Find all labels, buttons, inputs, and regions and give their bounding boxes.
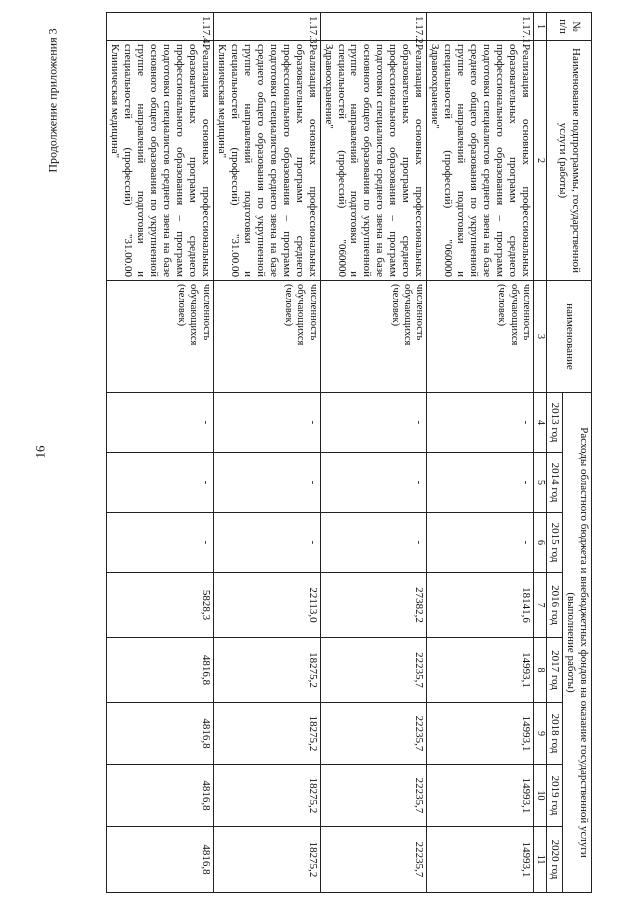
row-value: - — [213, 513, 320, 573]
row-value: - — [427, 513, 534, 573]
row-value: - — [107, 453, 214, 513]
row-value: 22235,7 — [320, 638, 427, 703]
col-number: 10 — [534, 765, 547, 827]
row-value: 5828,3 — [107, 573, 214, 638]
row-num: 1.17.3. — [213, 13, 320, 41]
header-year: 2013 год — [547, 393, 563, 453]
row-value: 14993,1 — [427, 827, 534, 893]
row-value: - — [107, 513, 214, 573]
row-value: 14993,1 — [427, 765, 534, 827]
page-number-text: 16 — [32, 445, 47, 459]
row-value: 14993,1 — [427, 703, 534, 765]
row-value: 18275,2 — [213, 765, 320, 827]
row-name: Реализация основных профессиональных образовательных программ среднего профессионального образования – программ подготовки специалистов среднего звена на базе основного общего образования по укрупненной группе направлений подготовки и специальностей (профессий) "060000 Здравоохранение" — [320, 41, 427, 281]
continuation-note — [42, 18, 64, 183]
row-value: 4816,8 — [107, 703, 214, 765]
header-name: Наименование подпрограммы, государственной услуги (работы) — [547, 41, 592, 281]
row-value: 14993,1 — [427, 638, 534, 703]
row-value: - — [320, 453, 427, 513]
header-year: 2018 год — [547, 703, 563, 765]
header-row-1 — [563, 13, 592, 893]
row-unit: численность обучающихся (человек) — [213, 281, 320, 393]
table-row — [107, 13, 214, 893]
row-unit: численность обучающихся (человек) — [427, 281, 534, 393]
row-value: 4816,8 — [107, 827, 214, 893]
row-value: 18141,6 — [427, 573, 534, 638]
row-value: - — [427, 453, 534, 513]
row-name: Реализация основных профессиональных образовательных программ среднего профессионального образования – программ подготовки специалистов среднего звена на базе основного общего образования по укрупненной группе направлений подготовки и специальностей (профессий) "31.00.00 Клиническая медицина" — [107, 41, 214, 281]
row-value: - — [213, 393, 320, 453]
appendix-table — [106, 12, 592, 893]
header-indicator: наименование — [547, 281, 592, 393]
col-number: 6 — [534, 513, 547, 573]
row-name: Реализация основных профессиональных образовательных программ среднего профессионального образования – программ подготовки специалистов среднего звена на базе среднего общего образования по укрупненной группе направлений подготовки и специальностей (профессий) "060000 Здравоохранение" — [427, 41, 534, 281]
header-year: 2016 год — [547, 573, 563, 638]
table-row — [320, 13, 427, 893]
continuation-text: Продолжение приложения 3 — [45, 28, 60, 173]
row-value: 4816,8 — [107, 765, 214, 827]
row-value: 18275,2 — [213, 638, 320, 703]
header-year: 2017 год — [547, 638, 563, 703]
row-value: 22113,0 — [213, 573, 320, 638]
col-number: 11 — [534, 827, 547, 893]
row-value: 22235,7 — [320, 765, 427, 827]
row-value: 22235,7 — [320, 703, 427, 765]
row-num: 1.17.1. — [427, 13, 534, 41]
header-year: 2019 год — [547, 765, 563, 827]
appendix-table-rotated — [109, 12, 592, 892]
col-number: 7 — [534, 573, 547, 638]
col-number: 5 — [534, 453, 547, 513]
col-number: 8 — [534, 638, 547, 703]
row-unit: численность обучающихся (человек) — [320, 281, 427, 393]
header-expenses: Расходы областного бюджета и внебюджетных фондов на оказание государственной услуги (выполнение работы) — [563, 393, 592, 893]
col-number: 2 — [534, 41, 547, 281]
row-num: 1.17.4. — [107, 13, 214, 41]
header-year: 2015 год — [547, 513, 563, 573]
col-number: 9 — [534, 703, 547, 765]
page-number — [30, 436, 50, 468]
row-value: - — [320, 393, 427, 453]
row-value: - — [213, 453, 320, 513]
column-number-row — [534, 13, 547, 893]
row-value: - — [107, 393, 214, 453]
col-number: 1 — [534, 13, 547, 41]
header-year: 2014 год — [547, 453, 563, 513]
header-num: № п/п — [547, 13, 592, 41]
col-number: 3 — [534, 281, 547, 393]
row-value: 4816,8 — [107, 638, 214, 703]
row-value: 27382,2 — [320, 573, 427, 638]
table-row — [427, 13, 534, 893]
row-value: 18275,2 — [213, 703, 320, 765]
col-number: 4 — [534, 393, 547, 453]
header-year: 2020 год — [547, 827, 563, 893]
row-unit: численность обучающихся (человек) — [107, 281, 214, 393]
row-value: - — [427, 393, 534, 453]
row-value: 22235,7 — [320, 827, 427, 893]
table-row — [213, 13, 320, 893]
row-value: 18275,2 — [213, 827, 320, 893]
row-value: - — [320, 513, 427, 573]
row-name: Реализация основных профессиональных образовательных программ среднего профессионального образования – программ подготовки специалистов среднего звена на базе среднего общего образования по укрупненной группе направлений подготовки и специальностей (профессий) "31.00.00 Клиническая медицина" — [213, 41, 320, 281]
row-num: 1.17.2. — [320, 13, 427, 41]
